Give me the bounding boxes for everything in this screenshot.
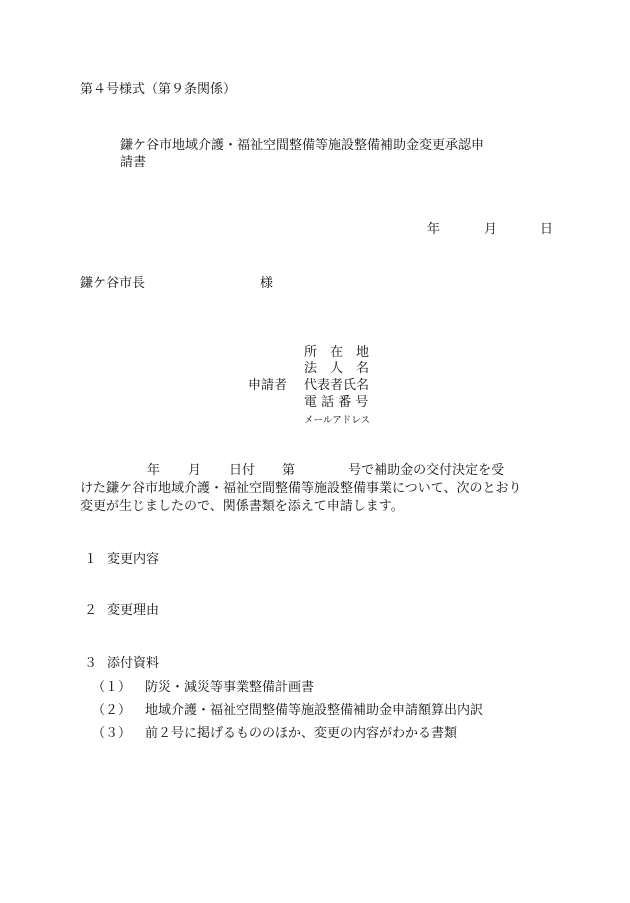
attachment-1-number: （１） (92, 680, 132, 695)
applicant-field-phone: 電 話 番 号 (304, 395, 369, 410)
attachment-1-text: 防災・減災等事業整備計画書 (145, 680, 315, 695)
item-2-label: 変更理由 (107, 603, 160, 618)
attachment-3-number: （３） (92, 726, 132, 741)
body-number-prefix: 第 (282, 463, 296, 478)
body-line-1 (80, 462, 560, 480)
form-title-line2: 請書 (120, 155, 147, 170)
date-year-label: 年 (427, 222, 441, 237)
form-number: 第４号様式（第９条関係） (80, 82, 237, 97)
item-2-number: ２ (84, 603, 98, 618)
body-line-3: 変更が生じましたので、関係書類を添えて申請します。 (80, 499, 404, 514)
body-line-1-rest: 号で補助金の交付決定を受 (348, 463, 505, 478)
date-day-label: 日 (540, 222, 554, 237)
applicant-label: 申請者 (248, 378, 288, 393)
body-month-label: 月 (188, 463, 202, 478)
item-1-number: １ (84, 552, 98, 567)
item-3-label: 添付資料 (107, 656, 160, 671)
attachment-2-number: （２） (92, 703, 132, 718)
item-1-label: 変更内容 (107, 552, 160, 567)
body-paragraph (80, 462, 560, 516)
applicant-field-corporation-name: 法 人 名 (304, 361, 370, 376)
applicant-field-address: 所 在 地 (304, 345, 370, 360)
form-title-line1: 鎌ケ谷市地域介護・福祉空間整備等施設整備補助金変更承認申 (120, 138, 485, 153)
body-year-label: 年 (147, 463, 161, 478)
addressee-name: 鎌ケ谷市長 (80, 276, 146, 291)
body-line-2: けた鎌ケ谷市地域介護・福祉空間整備等施設整備事業について、次のとおり (80, 481, 522, 496)
attachment-3-text: 前２号に掲げるもののほか、変更の内容がわかる書類 (145, 726, 458, 741)
date-month-label: 月 (484, 222, 498, 237)
attachment-2-text: 地域介護・福祉空間整備等施設整備補助金申請額算出内訳 (145, 703, 484, 718)
addressee-honorific: 様 (260, 276, 274, 291)
body-day-label: 日付 (229, 463, 256, 478)
applicant-field-email: メールアドレス (304, 415, 371, 426)
item-3-number: ３ (84, 656, 98, 671)
applicant-field-representative: 代表者氏名 (304, 378, 370, 393)
